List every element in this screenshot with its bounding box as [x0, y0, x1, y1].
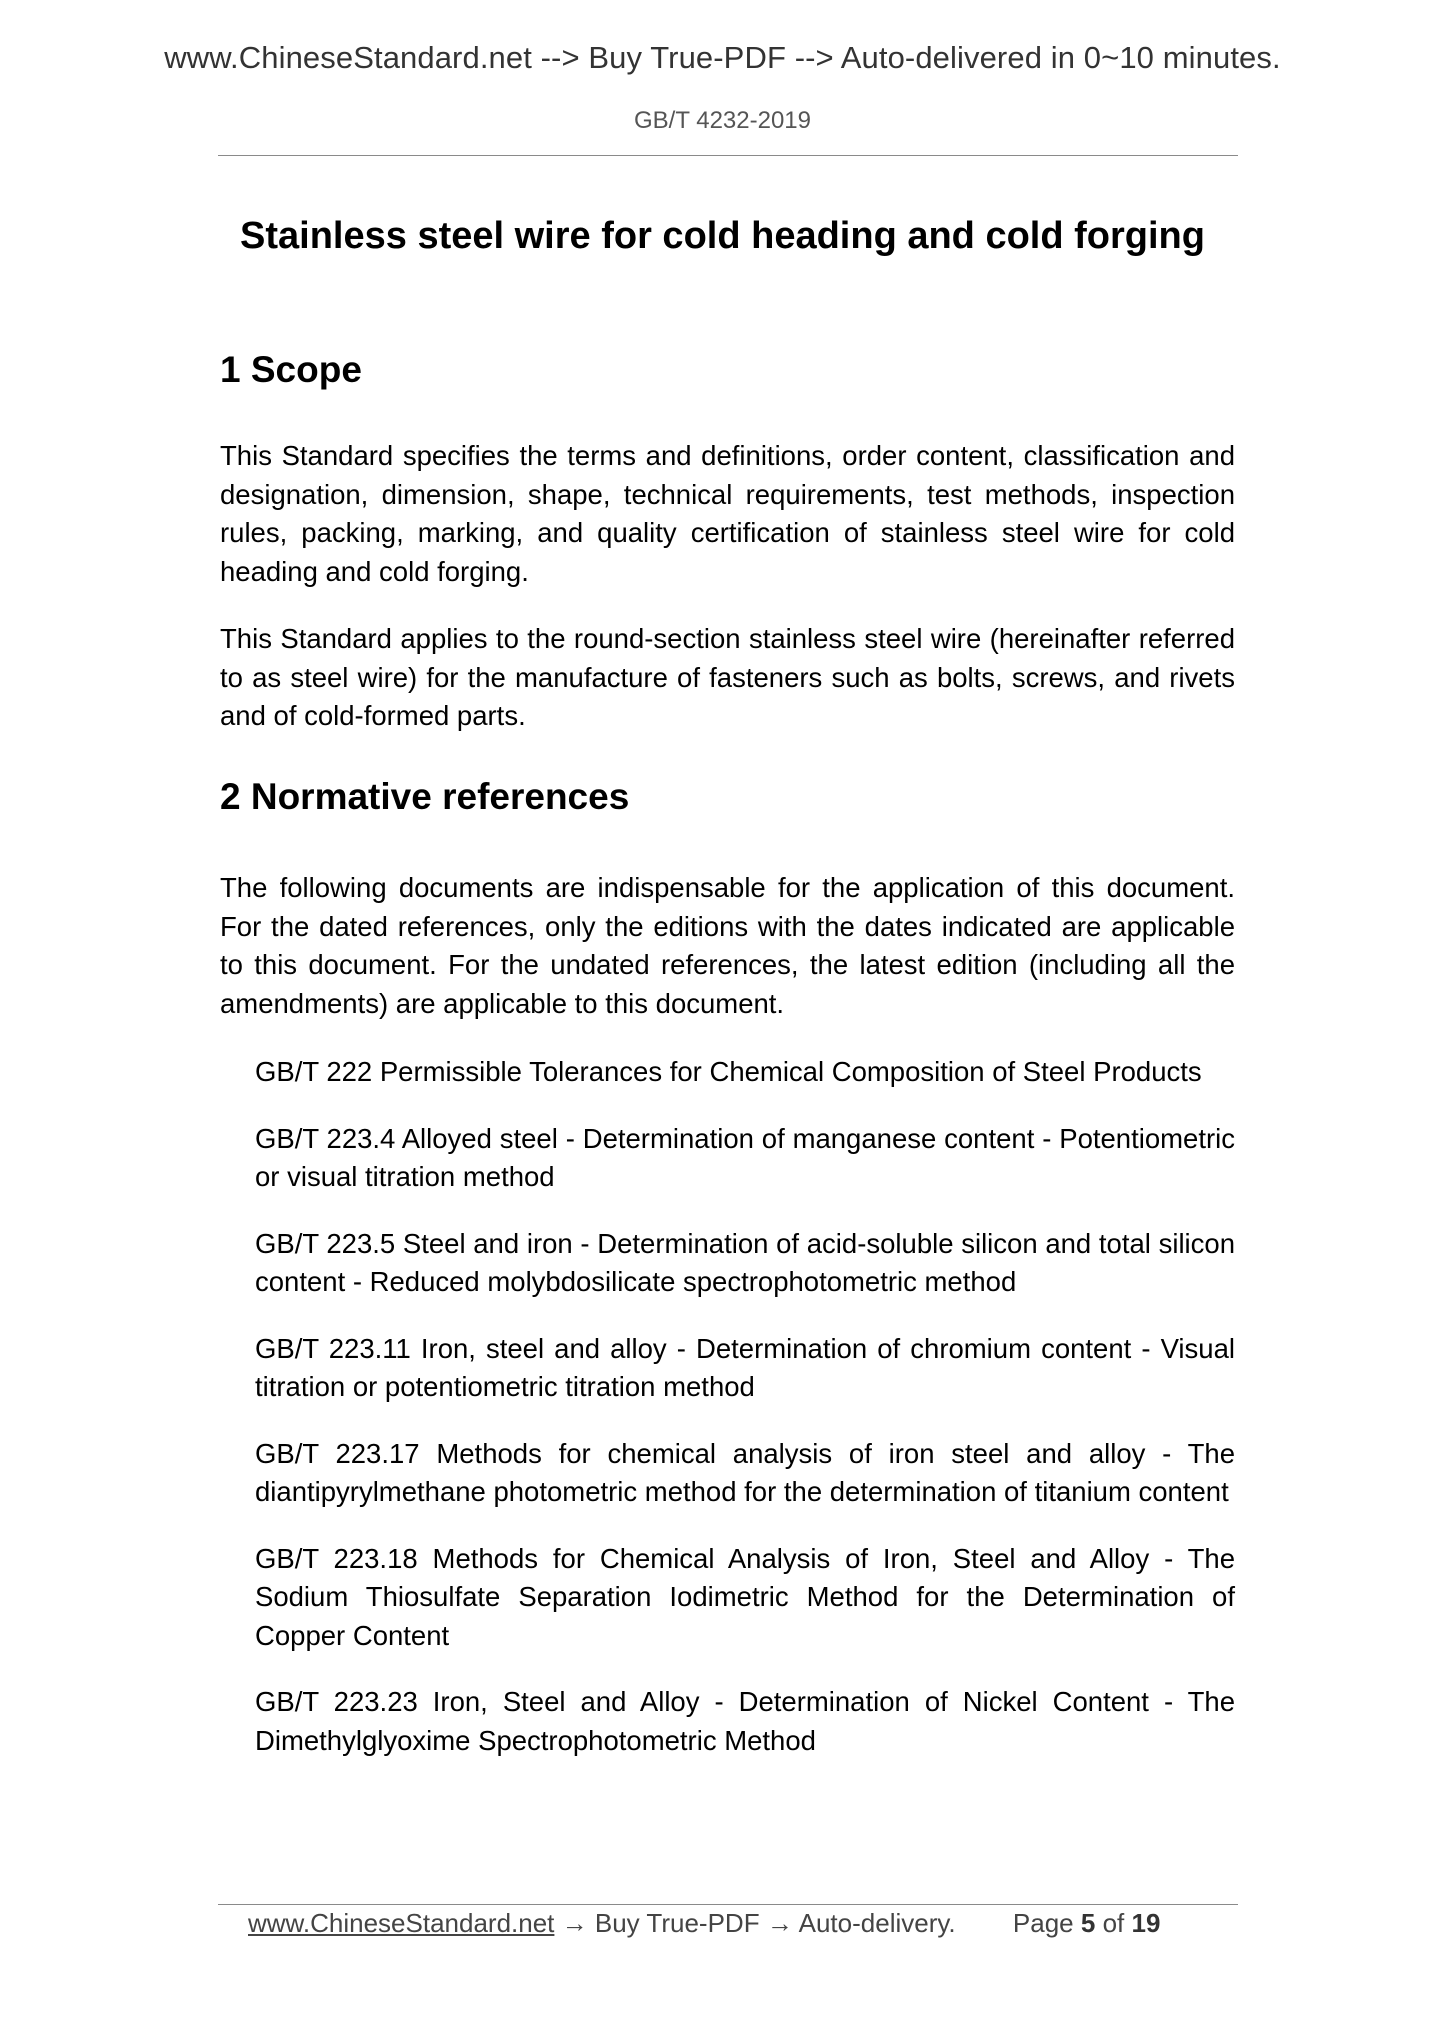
scope-paragraph-2: This Standard applies to the round-section stainless steel wire (hereinafter referred to as steel wire) for the manufacture of fasteners such as bolts, screws, and rivets and of cold-formed parts.	[220, 623, 1235, 731]
section-heading-scope: 1 Scope	[220, 349, 362, 390]
arrow-right-icon: →	[561, 1908, 588, 1938]
reference-item: GB/T 223.5 Steel and iron - Determination of acid-soluble silicon and total silicon content - Reduced molybdosilicate spectrophotometric method	[255, 1227, 1235, 1297]
footer-delivery-text: Auto-delivery.	[798, 1908, 956, 1938]
document-title: Stainless steel wire for cold heading and cold forging	[240, 215, 1205, 257]
page-current: 5	[1080, 1908, 1096, 1938]
standard-number-header: GB/T 4232-2019	[633, 107, 811, 134]
page-of: of	[1102, 1908, 1125, 1938]
references-intro-paragraph: The following documents are indispensable for the application of this document. For the dated references, only the editions with the dates indicated are applicable to this document. For the undated references, the latest edition (including all the amendments) are applicable to this document.	[220, 872, 1235, 1019]
reference-item: GB/T 223.18 Methods for Chemical Analysis of Iron, Steel and Alloy - The Sodium Thiosulfate Separation Iodimetric Method for the Determination of Copper Content	[255, 1542, 1235, 1651]
page-footer	[248, 1908, 1160, 1939]
header-divider	[218, 155, 1238, 156]
reference-item: GB/T 223.11 Iron, steel and alloy - Determination of chromium content - Visual titration or potentiometric titration method	[255, 1332, 1235, 1402]
footer-buy-text: Buy True-PDF	[594, 1908, 760, 1938]
page-label: Page	[1012, 1908, 1074, 1938]
page-total: 19	[1131, 1908, 1161, 1938]
footer-divider	[218, 1904, 1238, 1905]
scope-paragraph-1: This Standard specifies the terms and definitions, order content, classification and designation, dimension, shape, technical requirements, test methods, inspection rules, packing, marking, and quality certification of stainless steel wire for cold heading and cold forging.	[220, 440, 1235, 587]
reference-list	[255, 1053, 1235, 1788]
reference-item: GB/T 222 Permissible Tolerances for Chemical Composition of Steel Products	[255, 1056, 1202, 1087]
arrow-right-icon: →	[766, 1908, 793, 1938]
section-heading-normative-references: 2 Normative references	[220, 776, 630, 817]
footer-site-link[interactable]: www.ChineseStandard.net	[248, 1908, 555, 1938]
reference-item: GB/T 223.4 Alloyed steel - Determination of manganese content - Potentiometric or visual titration method	[255, 1122, 1235, 1192]
reference-item: GB/T 223.17 Methods for chemical analysis of iron steel and alloy - The diantipyrylmethane photometric method for the determination of titanium content	[255, 1437, 1235, 1507]
top-banner[interactable]: www.ChineseStandard.net --> Buy True-PDF --> Auto-delivered in 0~10 minutes.	[164, 40, 1281, 75]
reference-item: GB/T 223.23 Iron, Steel and Alloy - Determination of Nickel Content - The Dimethylglyoxime Spectrophotometric Method	[255, 1686, 1235, 1756]
